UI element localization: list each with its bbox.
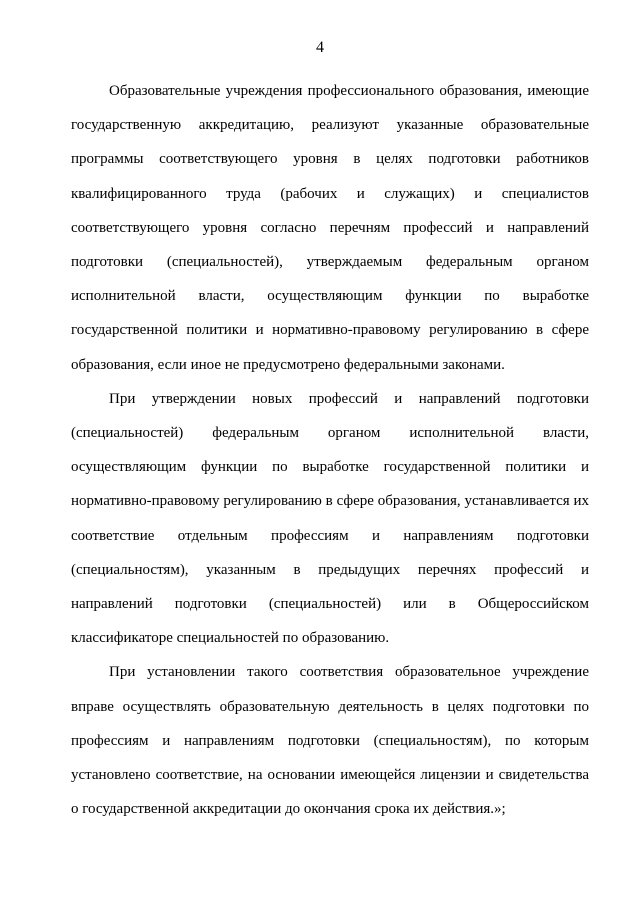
- document-body: [71, 74, 589, 826]
- paragraph: При утверждении новых профессий и направлений подготовки (специальностей) федеральным органом исполнительной власти, осуществляющим функции по выработке государственной политики и нормативно-правовому регулированию в сфере образования, устанавливается их соответствие отдельным профессиям и направлениям подготовки (специальностям), указанным в предыдущих перечнях профессий и направлений подготовки (специальностей) или в Общероссийском классификаторе специальностей по образованию.: [71, 390, 589, 647]
- paragraph: Образовательные учреждения профессионального образования, имеющие государственную аккредитацию, реализуют указанные образовательные программы соответствующего уровня в целях подготовки работников квалифицированного труда (рабочих и служащих) и специалистов соответствующего уровня согласно перечням профессий и направлений подготовки (специальностей), утверждаемым федеральным органом исполнительной власти, осуществляющим функции по выработке государственной политики и нормативно-правовому регулированию в сфере образования, если иное не предусмотрено федеральными законами.: [71, 83, 589, 373]
- page-number: 4: [316, 39, 324, 56]
- paragraph: При установлении такого соответствия образовательное учреждение вправе осуществлять образовательную деятельность в целях подготовки по профессиям и направлениям подготовки (специальностям), по которым установлено соответствие, на основании имеющейся лицензии и свидетельства о государственной аккредитации до окончания срока их действия.»;: [71, 664, 589, 818]
